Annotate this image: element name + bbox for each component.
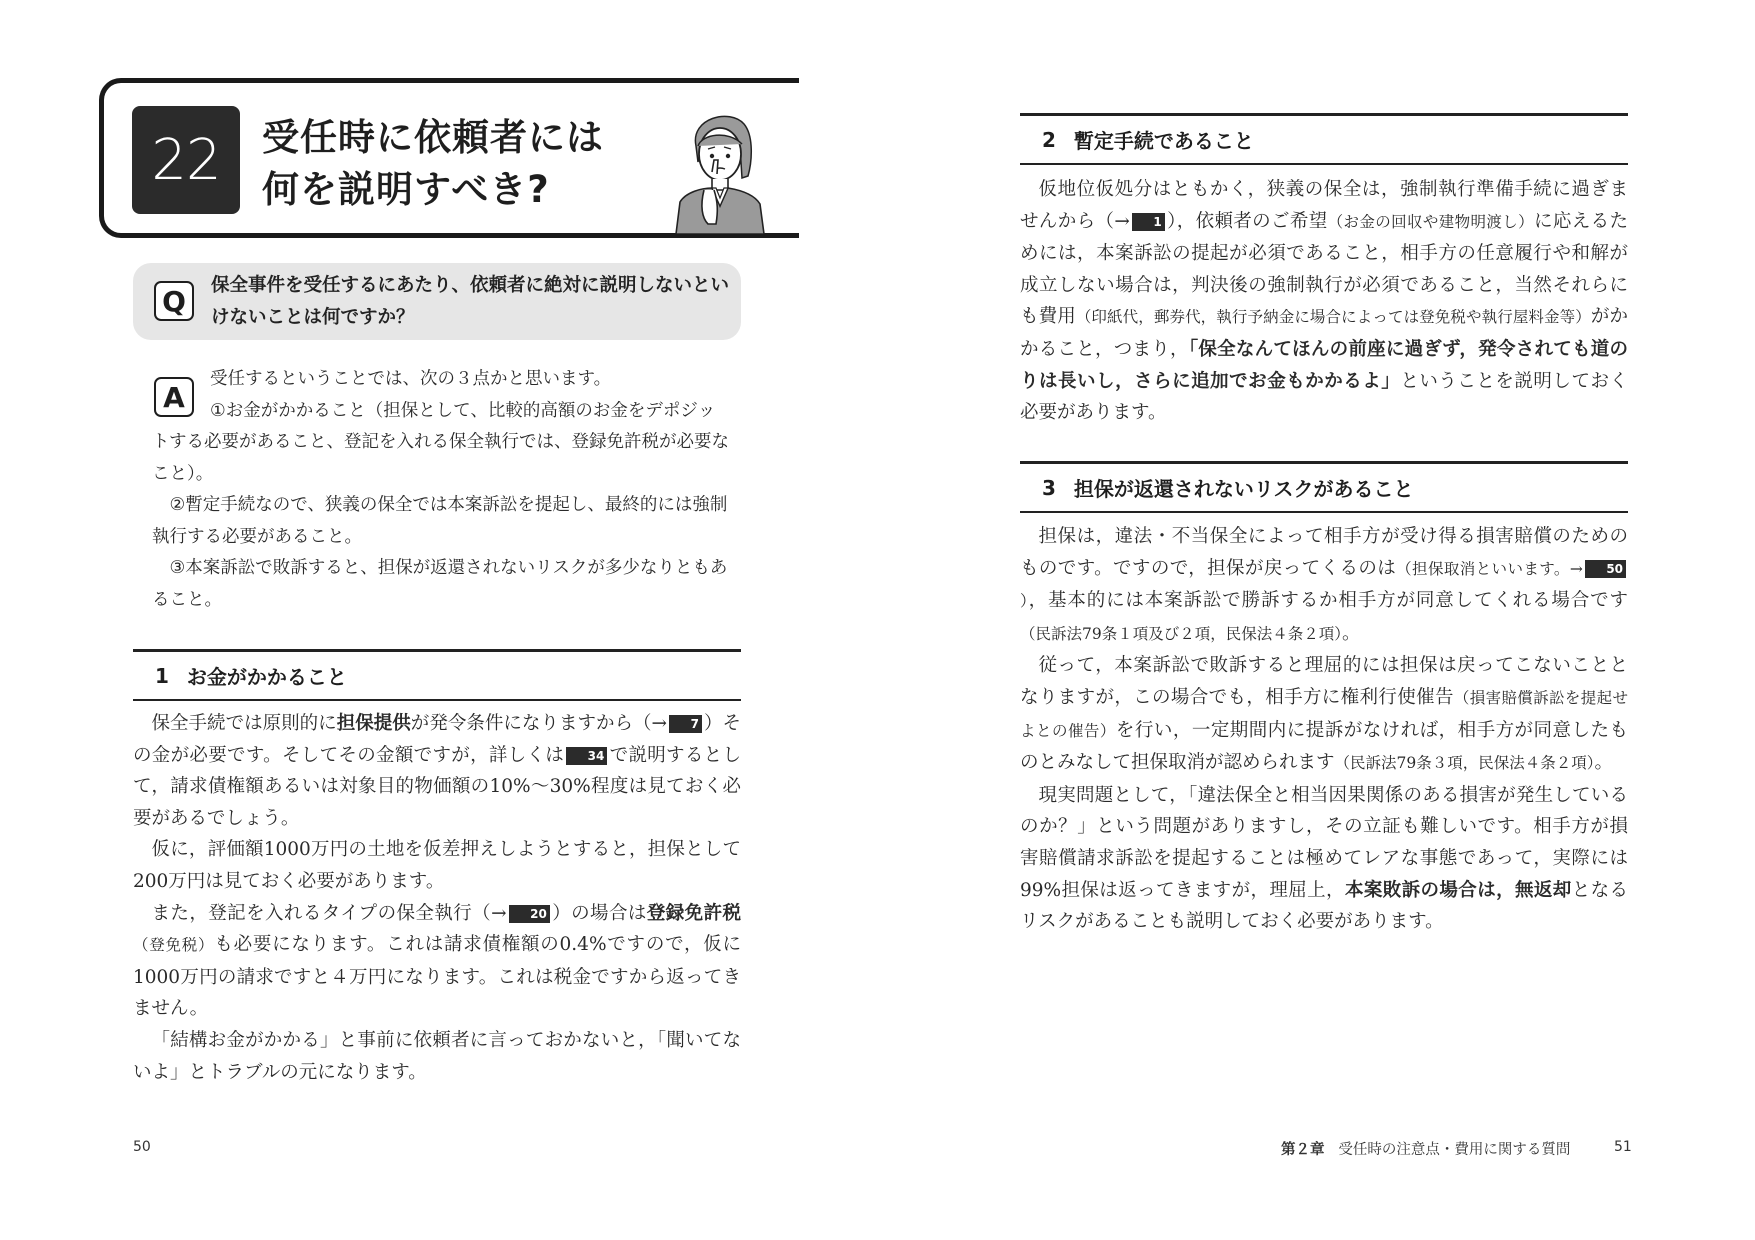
paragraph: また，登記を入れるタイプの保全執行（→ 20 ）の場合は登録免許税（登免税）も必要になります。これは請求債権額の0.4%ですので，仮に1000万円の請求ですと４万円になります。これは税金ですから返ってきません。 <box>133 902 741 1020</box>
paragraph: 仮に，評価額1000万円の土地を仮差押えしようとすると，担保として200万円は見ておく必要があります。 <box>133 839 741 892</box>
running-header <box>1281 1138 1570 1159</box>
running-title: 受任時の注意点・費用に関する質問 <box>1338 1142 1571 1158</box>
question-number: 22 <box>151 127 221 193</box>
answer-point-3: ③本案訴訟で敗訴すると、担保が返還されないリスクが多少なりともあること。 <box>152 558 728 610</box>
section-number: 1 <box>155 663 169 688</box>
paragraph: 担保は，違法・不当保全によって相手方が受け得る損害賠償のためのものです。ですので，担保が戻ってくるのは（担保取消といいます。→ 50），基本的には本案訴訟で勝訴するか相手方が同意してくれる場合です（民訴法79条１項及び２項，民保法４条２項）。 <box>1020 526 1628 644</box>
answer-line-intro: 受任するということでは、次の３点かと思います。 <box>210 369 612 389</box>
cross-reference[interactable]: 50 <box>1585 560 1626 578</box>
page-number-right: 51 <box>1614 1139 1632 1155</box>
page-number-left: 50 <box>133 1139 151 1155</box>
section-heading-2 <box>1020 113 1628 165</box>
a-badge: A <box>154 377 194 417</box>
answer-text <box>152 364 732 616</box>
paragraph: 仮地位仮処分はともかく，狭義の保全は，強制執行準備手続に過ぎませんから（→ 1 ），依頼者のご希望（お金の回収や建物明渡し）に応えるためには，本案訴訟の提起が必須であること，相手方の任意履行や和解が成立しない場合は，判決後の強制執行が必須であること，当然それらにも費用（印紙代，郵券代，執行予納金に場合によっては登免税や執行屋料金等）がかかること，つまり，「保全なんてほんの前座に過ぎず，発令されても道のりは長いし，さらに追加でお金もかかるよ」ということを説明しておく必要があります。 <box>1020 179 1628 424</box>
running-chapter: 第２章 <box>1281 1142 1325 1158</box>
question-text: 保全事件を受任するにあたり、依頼者に絶対に説明しないといけないことは何ですか？ <box>211 275 730 328</box>
cross-reference[interactable]: 20 <box>509 905 550 923</box>
bold-term: 登録免許税 <box>646 902 741 924</box>
cross-reference[interactable]: 34 <box>566 747 607 765</box>
paragraph: 「結構お金がかかる」と事前に依頼者に言っておかないと，「聞いてないよ」とトラブルの元になります。 <box>133 1029 741 1083</box>
section-title: 暫定手続であること <box>1073 129 1254 153</box>
bold-emphasis: 「保全なんてほんの前座に過ぎず，発令されても道のりは長いし，さらに追加でお金もかかるよ」 <box>1020 338 1628 392</box>
bold-term: 担保提供 <box>336 713 411 734</box>
title-line-1: 受任時に依頼者には <box>262 116 604 159</box>
section-heading-3 <box>1020 461 1628 513</box>
left-page <box>0 0 877 1240</box>
section-title: お金がかかること <box>186 665 347 689</box>
section-title: 担保が返還されないリスクがあること <box>1073 477 1414 501</box>
answer-point-1: ①お金がかかること（担保として、比較的高額のお金をデポジットする必要があること、登記を入れる保全執行では、登録免許税が必要なこと）。 <box>152 400 729 484</box>
section-number: 2 <box>1042 127 1056 152</box>
question-number-badge <box>132 106 240 214</box>
section-heading-1 <box>133 649 741 701</box>
section-number: 3 <box>1042 475 1056 500</box>
page-title <box>262 112 604 216</box>
section-2-body <box>1020 174 1628 429</box>
title-line-2: 何を説明すべき? <box>262 168 550 211</box>
paragraph: 従って，本案訴訟で敗訴すると理屈的には担保は戻ってこないこととなりますが，この場合でも，相手方に権利行使催告（損害賠償訴訟を提起せよとの催告）を行い，一定期間内に提訴がなければ，相手方が同意したものとみなして担保取消が認められます（民訴法79条３項，民保法４条２項）。 <box>1020 655 1628 774</box>
q-badge: Q <box>154 281 194 321</box>
cross-reference[interactable]: 7 <box>669 715 702 733</box>
paragraph: 保全手続では原則的に担保提供が発令条件になりますから（→ 7 ）その金が必要です。そしてその金額ですが，詳しくは 34 で説明するとして，請求債権額あるいは対象目的物価額の10%～30%程度は見ておく必要があるでしょう。 <box>133 713 741 829</box>
thinking-person-illustration <box>668 106 768 234</box>
cross-reference[interactable]: 1 <box>1132 213 1165 231</box>
section-3-body <box>1020 521 1628 938</box>
right-page <box>878 0 1755 1240</box>
bold-emphasis: 本案敗訴の場合は，無返却 <box>1344 879 1572 901</box>
paragraph: 現実問題として，「違法保全と相当因果関係のある損害が発生しているのか？」という問題がありますし，その立証も難しいです。相手方が損害賠償請求訴訟を提起することは極めてレアな事態であって，実際には99%担保は返ってきますが，理屈上，本案敗訴の場合は，無返却となるリスクがあることも説明しておく必要があります。 <box>1020 784 1628 933</box>
answer-point-2: ②暫定手続なので、狭義の保全では本案訴訟を提起し、最終的には強制執行する必要があること。 <box>152 495 728 547</box>
section-1-body <box>133 708 741 1088</box>
